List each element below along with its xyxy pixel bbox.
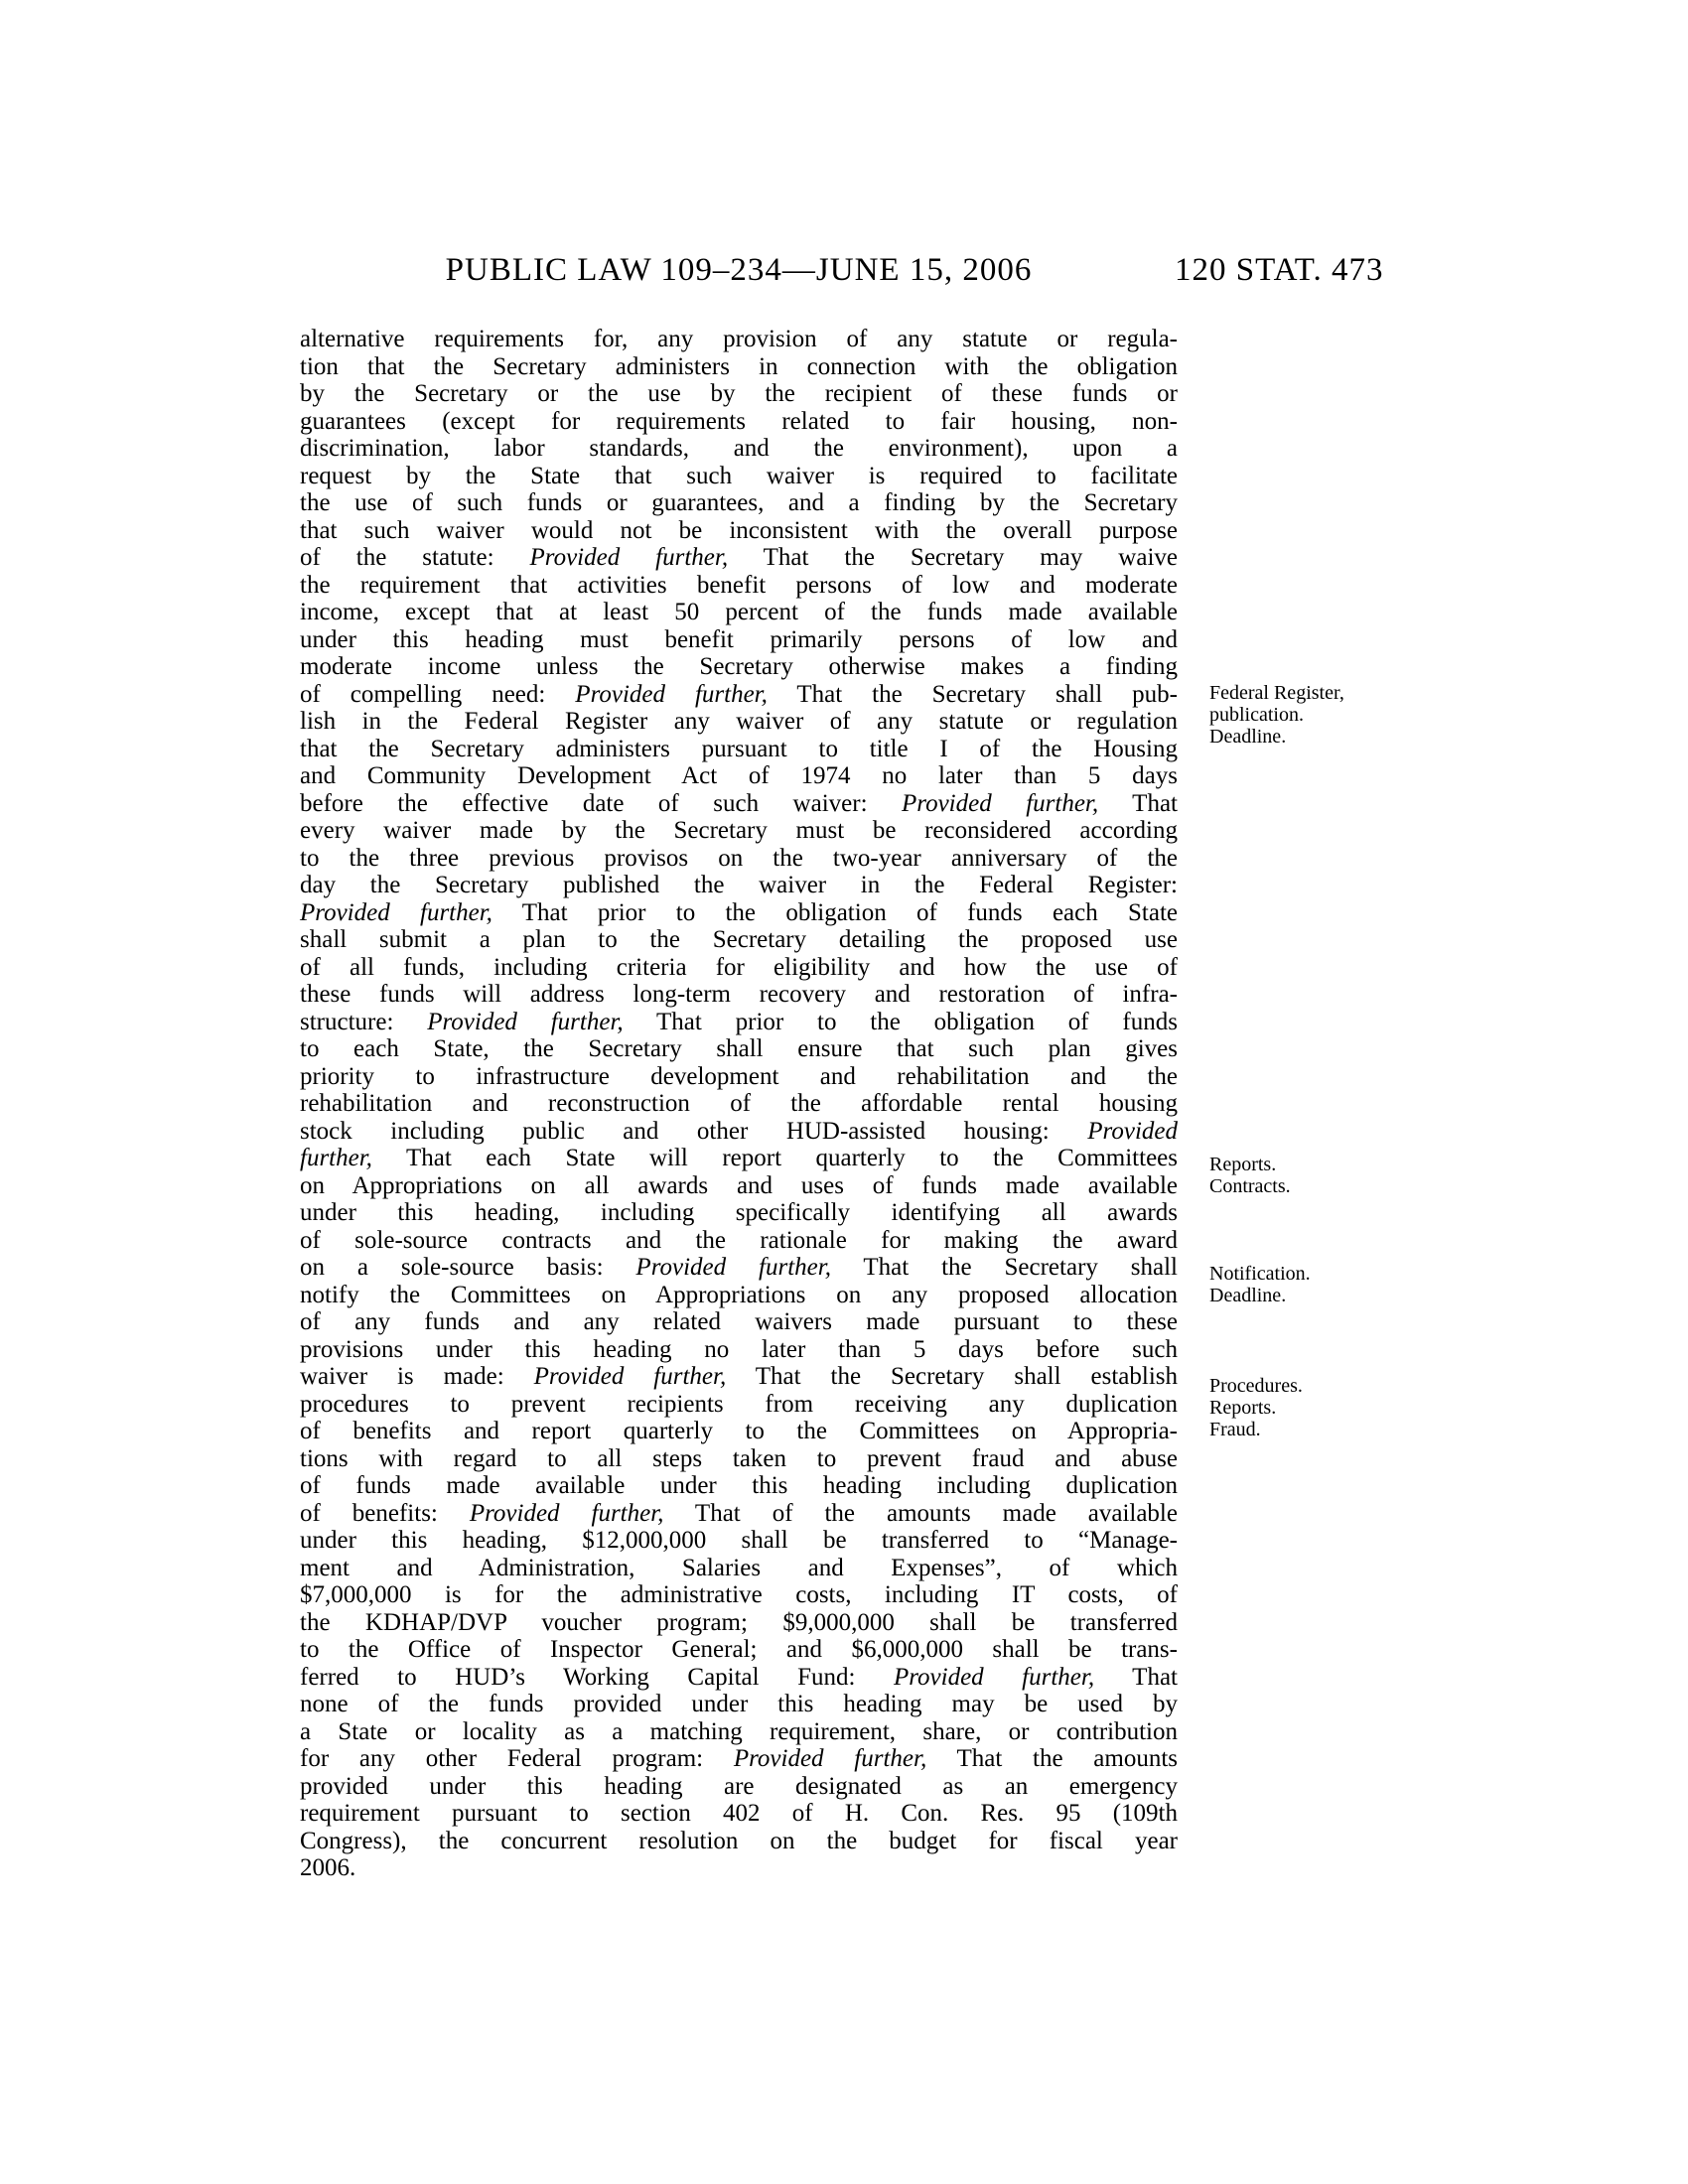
statute-line: Congress), the concurrent resolution on the budget for fiscal year [300, 1827, 1178, 1854]
statute-line: of benefits: Provided further, That of the amounts made available [300, 1499, 1178, 1527]
margin-note-line: Deadline. [1209, 1285, 1287, 1306]
statute-line: waiver is made: Provided further, That the Secretary shall establish [300, 1363, 1178, 1390]
statute-line: income, except that at least 50 percent of the funds made available [300, 599, 1178, 625]
statute-line: these funds will address long-term recovery and restoration of infra- [300, 981, 1178, 1008]
margin-note-line: Contracts. [1209, 1175, 1291, 1197]
statute-line: every waiver made by the Secretary must be reconsidered according [300, 817, 1178, 844]
statute-line: shall submit a plan to the Secretary detailing the proposed use [300, 926, 1178, 953]
statute-line: of the statute: Provided further, That the Secretary may waive [300, 544, 1178, 571]
statute-line: of benefits and report quarterly to the Committees on Appropria- [300, 1418, 1178, 1444]
statute-line: that the Secretary administers pursuant to title I of the Housing [300, 735, 1178, 762]
margin-note [1209, 1263, 1408, 1306]
statute-line: of funds made available under this heading including duplication [300, 1472, 1178, 1499]
margin-note-line: Notification. [1209, 1263, 1311, 1285]
margin-note-line: Procedures. [1209, 1375, 1303, 1397]
statute-line: the KDHAP/DVP voucher program; $9,000,000 shall be transferred [300, 1608, 1178, 1636]
statute-line: Provided further, That prior to the obligation of funds each State [300, 898, 1179, 926]
statute-line: on Appropriations on all awards and uses of funds made available [300, 1171, 1178, 1199]
margin-note [1209, 682, 1408, 748]
statute-line: to the three previous provisos on the two-year anniversary of the [300, 844, 1178, 872]
statute-line: ferred to HUD’s Working Capital Fund: Provided further, That [300, 1663, 1178, 1691]
statute-line: to each State, the Secretary shall ensure that such plan gives [300, 1035, 1178, 1062]
statute-line: priority to infrastructure development and rehabilitation and the [300, 1062, 1178, 1090]
law-title: PUBLIC LAW 109–234—JUNE 15, 2006 [445, 252, 1033, 288]
statute-line: guarantees (except for requirements related to fair housing, non- [300, 407, 1178, 435]
statute-line: before the effective date of such waiver: Provided further, That [300, 789, 1178, 817]
statute-line: for any other Federal program: Provided further, That the amounts [300, 1745, 1178, 1772]
statute-line: 2006. [300, 1854, 356, 1881]
statute-line: ment and Administration, Salaries and Expenses”, of which [300, 1554, 1178, 1581]
statute-line: alternative requirements for, any provision of any statute or regula- [300, 326, 1178, 352]
statute-line: under this heading must benefit primarily persons of low and [300, 625, 1178, 653]
statute-line: of sole-source contracts and the rationale for making the award [300, 1226, 1178, 1254]
statute-text [300, 326, 1178, 1882]
statute-line: procedures to prevent recipients from receiving any duplication [300, 1390, 1178, 1418]
statute-line: tion that the Secretary administers in connection with the obligation [300, 352, 1178, 380]
margin-note-line: Reports. [1209, 1154, 1277, 1175]
statute-line: that such waiver would not be inconsistent with the overall purpose [300, 516, 1178, 544]
statute-line: none of the funds provided under this heading may be used by [300, 1691, 1178, 1717]
statute-line: discrimination, labor standards, and the environment), upon a [300, 435, 1178, 462]
margin-note-line: publication. [1209, 704, 1304, 726]
statute-line: a State or locality as a matching requirement, share, or contribution [300, 1717, 1178, 1745]
statute-line: requirement pursuant to section 402 of H. Con. Res. 95 (109th [300, 1800, 1178, 1827]
statute-line: $7,000,000 is for the administrative costs, including IT costs, of [300, 1581, 1178, 1608]
statute-line: by the Secretary or the use by the recipient of these funds or [300, 380, 1178, 407]
statute-line: provided under this heading are designated as an emergency [300, 1772, 1178, 1800]
statute-line: of any funds and any related waivers made pursuant to these [300, 1308, 1178, 1335]
margin-note-line: Deadline. [1209, 726, 1287, 748]
statute-line: lish in the Federal Register any waiver of any statute or regulation [300, 708, 1178, 735]
statute-line: moderate income unless the Secretary otherwise makes a finding [300, 653, 1178, 680]
statute-line: under this heading, $12,000,000 shall be transferred to “Manage- [300, 1527, 1178, 1554]
statute-line: the use of such funds or guarantees, and a finding by the Secretary [300, 489, 1178, 516]
statute-line: of compelling need: Provided further, That the Secretary shall pub- [300, 680, 1178, 708]
statute-line: further, That each State will report quarterly to the Committees [300, 1145, 1178, 1171]
statute-line: notify the Committees on Appropriations on any proposed allocation [300, 1281, 1178, 1308]
statute-line: stock including public and other HUD-assisted housing: Provided [300, 1117, 1178, 1145]
statute-line: structure: Provided further, That prior to the obligation of funds [300, 1008, 1178, 1035]
statute-line: under this heading, including specifically identifying all awards [300, 1199, 1178, 1226]
statute-line: and Community Development Act of 1974 no later than 5 days [300, 762, 1178, 789]
margin-note-line: Fraud. [1209, 1419, 1261, 1440]
margin-note-line: Federal Register, [1209, 682, 1344, 704]
margin-note [1209, 1154, 1408, 1197]
margin-note [1209, 1375, 1408, 1440]
statute-line: rehabilitation and reconstruction of the affordable rental housing [300, 1090, 1178, 1117]
statute-line: request by the State that such waiver is required to facilitate [300, 462, 1178, 489]
stat-page-number: 120 STAT. 473 [1175, 252, 1384, 288]
statute-line: the requirement that activities benefit persons of low and moderate [300, 571, 1178, 599]
margin-note-line: Reports. [1209, 1397, 1277, 1419]
statute-line: provisions under this heading no later than 5 days before such [300, 1335, 1178, 1363]
statute-line: day the Secretary published the waiver in the Federal Register: [300, 872, 1178, 898]
statute-line: tions with regard to all steps taken to prevent fraud and abuse [300, 1444, 1178, 1472]
statute-line: of all funds, including criteria for eligibility and how the use of [300, 953, 1178, 981]
statute-line: on a sole-source basis: Provided further, That the Secretary shall [300, 1254, 1178, 1281]
statute-line: to the Office of Inspector General; and $6,000,000 shall be trans- [300, 1636, 1178, 1663]
